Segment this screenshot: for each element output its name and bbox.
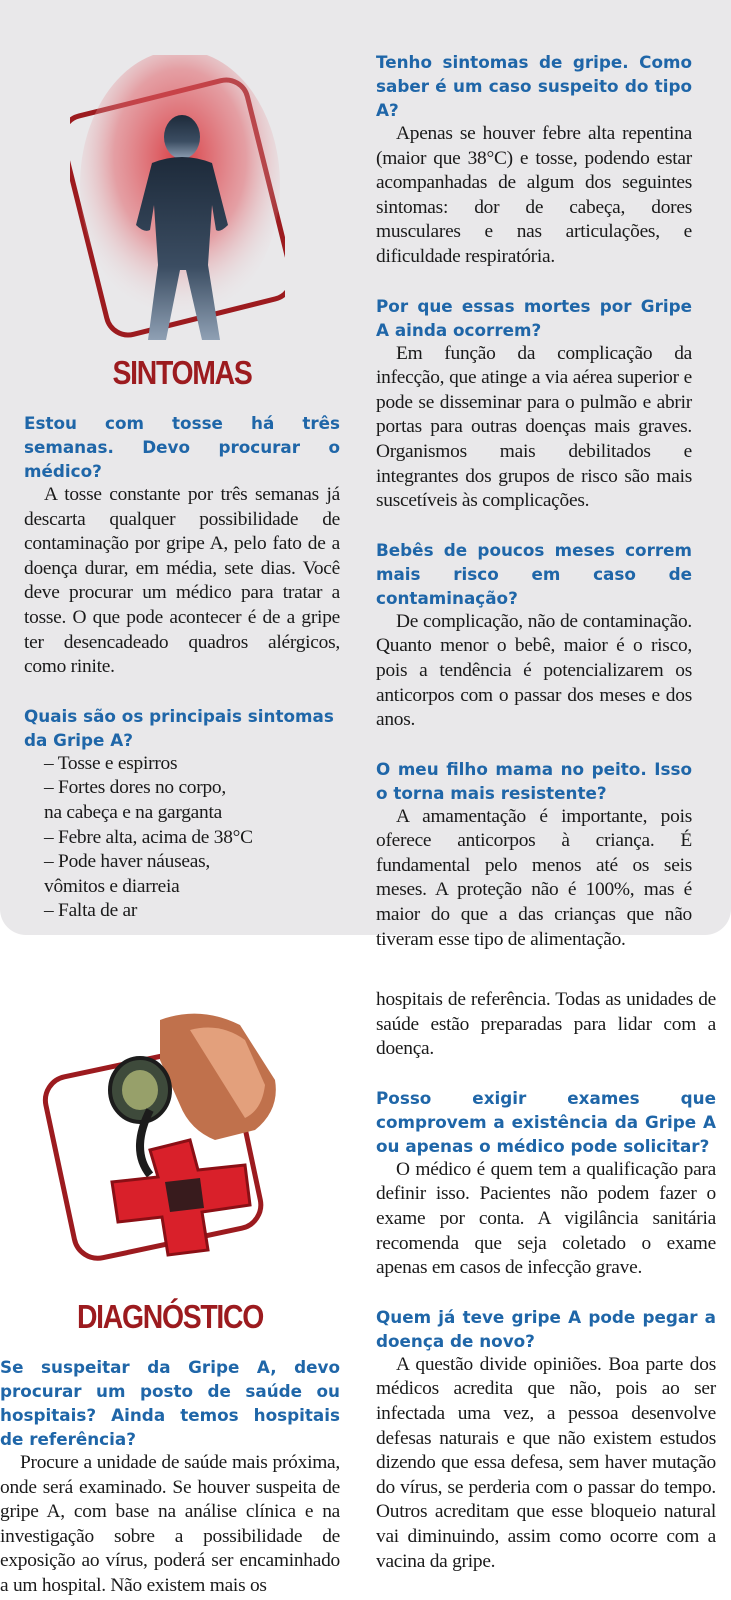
answer-text: Apenas se houver febre alta repentina (maior que 38°C) e tosse, podendo estar acompanhadas de algum dos seguintes sintomas: dor de cabeça, dores musculares e nas articulações, e dificuldade respiratória. — [376, 123, 692, 267]
question-heading: Bebês de poucos meses correm mais risco em caso de contaminação? — [376, 539, 692, 608]
list-item: – Falta de ar — [44, 900, 138, 922]
question-heading: Por que essas mortes por Gripe A ainda ocorrem? — [376, 295, 692, 340]
symptoms-list — [24, 752, 340, 924]
answer-text: A amamentação é importante, pois oferece anticorpos à criança. É fundamental pelo menos até os seis meses. A proteção não é 100%, mas é maior do que a das crianças que não tiveram esse tipo de alimentação. — [376, 805, 692, 950]
list-item: vômitos e diarreia — [44, 875, 180, 897]
question-heading: Posso exigir exames que comprovem a existência da Gripe A ou apenas o médico pode solicitar? — [376, 1087, 716, 1156]
diagnostico-right-column — [376, 988, 716, 1574]
list-item: na cabeça e na garganta — [44, 801, 222, 823]
list-item: – Pode haver náuseas, — [44, 851, 210, 873]
answer-text: Procure a unidade de saúde mais próxima, onde será examinado. Se houver suspeita de gripe A, com base na análise clínica e na investigação sobre a possibilidade de exposição ao vírus, poderá ser encaminhado a um hospital. Não existem mais os — [0, 1452, 340, 1596]
sintomas-right-column — [376, 50, 692, 952]
question-heading: Se suspeitar da Gripe A, devo procurar um posto de saúde ou hospitais? Ainda temos hospitais de referência? — [0, 1357, 340, 1449]
section-title-diagnostico: DIAGNÓSTICO — [76, 1298, 264, 1335]
answer-text: De complicação, não de contaminação. Quanto menor o bebê, maior é o risco, pois a tendência é potencializarem os anticorpos com o passar dos meses e dos anos. — [376, 610, 692, 731]
question-heading: Quais são os principais sintomas da Gripe A? — [24, 705, 334, 750]
answer-text: A questão divide opiniões. Boa parte dos médicos acredita que não, pois ao ser infectada uma vez, a pessoa desenvolve defesas naturais e que não existem estudos dizendo que essa defesa, sem haver mutação do vírus, se perderia com o passar do tempo. Outros acreditam que esse bloqueio natural vai diminuindo, assim como ocorre com a vacina da gripe. — [376, 1353, 716, 1572]
answer-text: Em função da complicação da infecção, que atinge a via aérea superior e pode se disseminar para o pulmão e abrir portas para outras doenças mais graves. Organismos mais debilitados e integrantes dos grupos de risco são mais suscetíveis às complicações. — [376, 342, 692, 512]
answer-text: O médico é quem tem a qualificação para definir isso. Pacientes não podem fazer o exame por conta. A vigilância sanitária recomenda que seja coletado o exame apenas em casos de infecção grave. — [376, 1158, 716, 1279]
human-body-illustration — [70, 55, 285, 345]
list-item: – Tosse e espirros — [44, 752, 178, 774]
question-heading: Estou com tosse há três semanas. Devo procurar o médico? — [24, 413, 340, 481]
question-heading: O meu filho mama no peito. Isso o torna mais resistente? — [376, 758, 692, 803]
question-heading: Tenho sintomas de gripe. Como saber é um caso suspeito do tipo A? — [376, 52, 692, 120]
stethoscope-cross-illustration — [40, 1000, 290, 1270]
list-item: – Fortes dores no corpo, — [44, 777, 226, 799]
diagnostico-left-column — [0, 1355, 340, 1599]
answer-text-continued: hospitais de referência. Todas as unidades de saúde estão preparadas para lidar com a doença. — [376, 989, 716, 1060]
answer-text: A tosse constante por três semanas já descarta qualquer possibilidade de contaminação por gripe A, pelo fato de a doença durar, em média, sete dias. Você deve procurar um médico para tratar a tosse. O que pode acontecer é de a gripe ter desencadeado quadros alérgicos, como rinite. — [24, 484, 340, 678]
question-heading: Quem já teve gripe A pode pegar a doença de novo? — [376, 1306, 716, 1351]
list-item: – Febre alta, acima de 38°C — [44, 826, 253, 848]
section-title-sintomas: SINTOMAS — [112, 354, 252, 391]
sintomas-left-column — [24, 411, 340, 924]
